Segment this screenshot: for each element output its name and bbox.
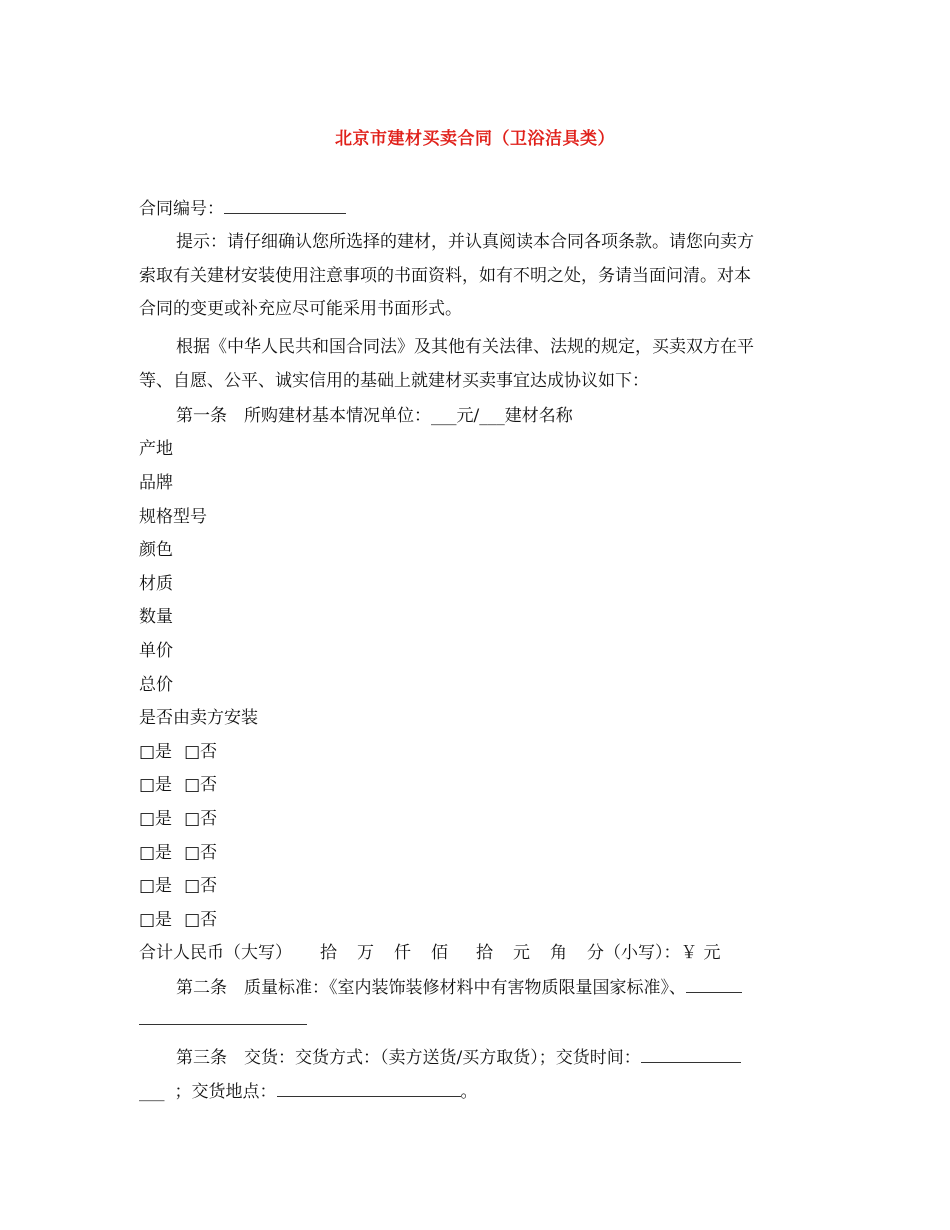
field-material: 材质 — [139, 574, 173, 594]
article-1-yuan: 元/ — [456, 406, 480, 426]
notice-line-3: 合同的变更或补充应尽可能采用书面形式。 — [139, 299, 462, 319]
yes-checkbox[interactable]: □是 — [139, 775, 173, 795]
field-unit-price: 单价 — [139, 641, 173, 661]
field-brand: 品牌 — [139, 473, 173, 493]
contract-title: 北京市建材买卖合同（卫浴洁具类） — [335, 129, 615, 149]
checkbox-row — [139, 808, 217, 830]
article-1-heading — [176, 405, 573, 427]
no-checkbox[interactable]: □否 — [184, 843, 218, 863]
no-checkbox[interactable]: □否 — [184, 809, 218, 829]
article-2-text: 第二条 质量标准：《室内装饰装修材料中有害物质限量国家标准》、 — [176, 978, 686, 998]
article-1-unit-blank[interactable]: ___ — [431, 406, 457, 426]
basis-line-1: 根据《中华人民共和国合同法》及其他有关法律、法规的规定，买卖双方在平 — [176, 337, 754, 357]
checkbox-row — [139, 741, 217, 763]
no-checkbox[interactable]: □否 — [184, 742, 218, 762]
field-origin: 产地 — [139, 439, 173, 459]
article-3-text: 第三条 交货：交货方式：（卖方送货/买方取货）；交货时间： — [176, 1048, 641, 1068]
total-label: 合计人民币（大写） — [139, 943, 292, 963]
unit-yuan: 元 — [513, 943, 530, 963]
article-1-prefix: 第一条 所购建材基本情况单位： — [176, 406, 431, 426]
field-seller-install: 是否由卖方安装 — [139, 708, 258, 728]
article-2-line — [176, 976, 742, 999]
basis-line-2: 等、自愿、公平、诚实信用的基础上就建材买卖事宜达成协议如下： — [139, 371, 649, 391]
contract-number-line — [139, 197, 346, 220]
yes-checkbox[interactable]: □是 — [139, 876, 173, 896]
yes-checkbox[interactable]: □是 — [139, 910, 173, 930]
checkbox-row — [139, 909, 217, 931]
contract-number-blank[interactable] — [224, 197, 346, 214]
delivery-place-label: ；交货地点： — [174, 1082, 277, 1102]
article-2-blank[interactable] — [686, 976, 742, 993]
field-color: 颜色 — [139, 540, 173, 560]
field-total-price: 总价 — [139, 675, 173, 695]
unit-wan: 万 — [357, 943, 374, 963]
field-spec-model: 规格型号 — [139, 507, 207, 527]
yes-checkbox[interactable]: □是 — [139, 742, 173, 762]
unit-bai: 佰 — [431, 943, 448, 963]
article-1-name-blank[interactable]: ___ — [479, 406, 505, 426]
total-amount-line — [139, 942, 721, 964]
unit-qian: 仟 — [394, 943, 411, 963]
no-checkbox[interactable]: □否 — [184, 775, 218, 795]
article-2-blank-continued[interactable] — [139, 1008, 307, 1025]
contract-number-label: 合同编号： — [139, 199, 224, 219]
checkbox-row — [139, 875, 217, 897]
article-1-suffix: 建材名称 — [504, 406, 573, 426]
unit-jiao: 角 — [550, 943, 567, 963]
article-3-end: 。 — [460, 1082, 478, 1102]
yes-checkbox[interactable]: □是 — [139, 809, 173, 829]
unit-shi-1: 拾 — [320, 943, 337, 963]
delivery-time-blank-continued[interactable]: ___ — [139, 1082, 165, 1102]
notice-line-2: 索取有关建材安装使用注意事项的书面资料，如有不明之处，务请当面问清。对本 — [139, 266, 751, 286]
delivery-place-blank[interactable] — [277, 1080, 461, 1097]
unit-shi-2: 拾 — [476, 943, 493, 963]
yes-checkbox[interactable]: □是 — [139, 843, 173, 863]
article-3-line — [176, 1046, 741, 1069]
delivery-time-blank[interactable] — [641, 1046, 741, 1063]
notice-line-1: 提示：请仔细确认您所选择的建材，并认真阅读本合同各项条款。请您向卖方 — [176, 232, 754, 252]
checkbox-row — [139, 774, 217, 796]
checkbox-row — [139, 842, 217, 864]
field-quantity: 数量 — [139, 607, 173, 627]
small-amount-label: 分（小写）：￥ — [587, 943, 698, 963]
no-checkbox[interactable]: □否 — [184, 910, 218, 930]
small-amount-yuan: 元 — [703, 943, 721, 963]
article-2-continuation — [139, 1008, 307, 1031]
article-3-continuation — [139, 1080, 478, 1103]
no-checkbox[interactable]: □否 — [184, 876, 218, 896]
